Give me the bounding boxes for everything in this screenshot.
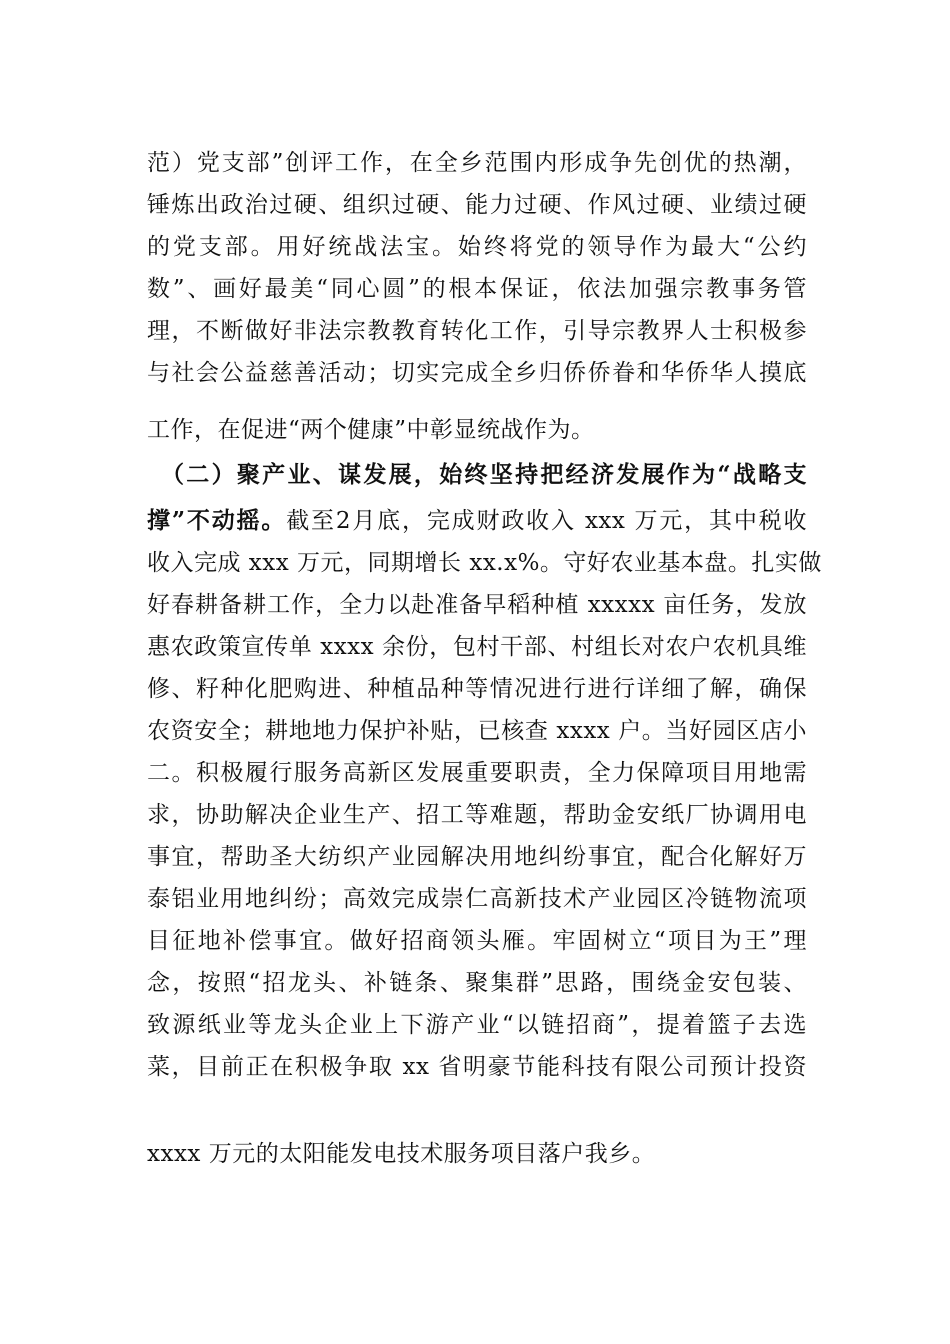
paragraph-2-line-7: 农资安全；耕地地力保护补贴，已核查 xxxx 户。当好园区店小 (147, 718, 807, 744)
paragraph-2-line-16: xxxx 万元的太阳能发电技术服务项目落户我乡。 (147, 1141, 656, 1167)
paragraph-2-line-12: 目征地补偿事宜。做好招商领头雁。牢固树立“项目为王”理 (147, 928, 807, 954)
paragraph-1-line-5: 理，不断做好非法宗教教育转化工作，引导宗教界人士积极参 (147, 318, 807, 344)
paragraph-2-line-3: 收入完成 xxx 万元，同期增长 xx.x%。守好农业基本盘。扎实做 (147, 550, 822, 576)
section-heading-line-1: （二）聚产业、谋发展，始终坚持把经济发展作为“战略支 (161, 461, 807, 488)
paragraph-1-line-1: 范）党支部”创评工作，在全乡范围内形成争先创优的热潮， (147, 150, 807, 176)
paragraph-2-line-2-text: 截至2月底，完成财政收入 xxx 万元，其中税收 (286, 508, 807, 534)
paragraph-2-line-15: 菜，目前正在积极争取 xx 省明豪节能科技有限公司预计投资 (147, 1054, 807, 1080)
paragraph-1-line-3: 的党支部。用好统战法宝。始终将党的领导作为最大“公约 (147, 234, 807, 260)
paragraph-2-line-13: 念，按照“招龙头、补链条、聚集群”思路，围绕金安包装、 (147, 970, 807, 996)
paragraph-2-line-6: 修、籽种化肥购进、种植品种等情况进行进行详细了解，确保 (147, 676, 807, 702)
paragraph-2-line-9: 求，协助解决企业生产、招工等难题，帮助金安纸厂协调用电 (147, 802, 807, 828)
paragraph-1-line-4: 数”、画好最美“同心圆”的根本保证，依法加强宗教事务管 (147, 276, 807, 302)
paragraph-2-line-11: 泰铝业用地纠纷；高效完成崇仁高新技术产业园区冷链物流项 (147, 886, 807, 912)
paragraph-2-line-4: 好春耕备耕工作，全力以赴准备早稻种植 xxxxx 亩任务，发放 (147, 592, 807, 618)
section-heading-line-2: 撑”不动摇。 (147, 507, 287, 534)
paragraph-2-line-8: 二。积极履行服务高新区发展重要职责，全力保障项目用地需 (147, 760, 807, 786)
paragraph-1-line-6: 与社会公益慈善活动；切实完成全乡归侨侨眷和华侨华人摸底 (147, 360, 807, 386)
paragraph-1-line-7: 工作，在促进“两个健康”中彰显统战作为。 (147, 417, 595, 443)
paragraph-2-line-2 (147, 501, 807, 541)
paragraph-2-line-14: 致源纸业等龙头企业上下游产业“以链招商”，提着篮子去选 (147, 1012, 807, 1038)
paragraph-2-line-5: 惠农政策宣传单 xxxx 余份，包村干部、村组长对农户农机具维 (147, 634, 807, 660)
paragraph-2-line-10: 事宜，帮助圣大纺织产业园解决用地纠纷事宜，配合化解好万 (147, 844, 807, 870)
paragraph-1-line-2: 锤炼出政治过硬、组织过硬、能力过硬、作风过硬、业绩过硬 (147, 192, 807, 218)
